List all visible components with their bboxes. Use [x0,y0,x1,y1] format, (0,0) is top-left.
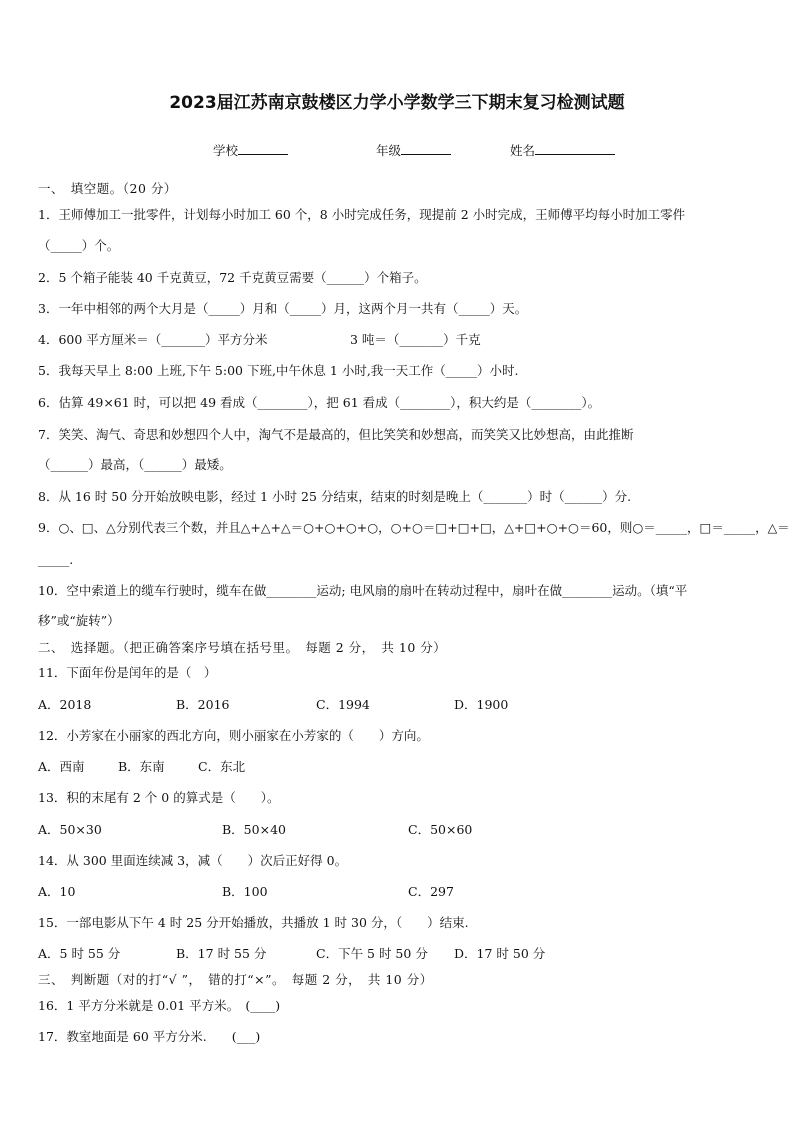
school-label: 学校 [213,143,239,158]
question-12: 12．小芳家在小丽家的西北方向，则小丽家在小芳家的（ ）方向。 [38,728,429,743]
q11-option-a[interactable]: A．2018 [38,697,92,712]
q11-option-d[interactable]: D．1900 [454,697,509,712]
question-10-line-2: 移”或“旋转”） [38,613,120,628]
section-1-heading: 一、 填空题。（20 分） [38,181,177,196]
question-1-line-1: 1．王师傅加工一批零件，计划每小时加工 60 个，8 小时完成任务，现提前 2 小时完成，王师傅平均每小时加工零件 [38,207,686,222]
grade-label: 年级 [376,143,402,158]
grade-field [376,141,451,159]
question-5: 5．我每天早上 8:00 上班,下午 5:00 下班,中午休息 1 小时,我一天工作（_____）小时. [38,363,519,378]
q15-option-d[interactable]: D．17 时 50 分 [454,946,546,961]
q12-option-c[interactable]: C．东北 [198,759,246,774]
q13-option-c[interactable]: C．50×60 [408,822,473,837]
question-7-line-1: 7．笑笑、淘气、奇思和妙想四个人中，淘气不是最高的，但比笑笑和妙想高，而笑笑又比妙想高，由此推断 [38,427,634,442]
question-16: 16．1 平方分米就是 0.01 平方米。 (____) [38,998,281,1013]
q14-option-a[interactable]: A．10 [38,884,76,899]
q14-option-b[interactable]: B．100 [222,884,268,899]
q12-option-a[interactable]: A．西南 [38,759,85,774]
grade-blank[interactable] [401,141,451,155]
q12-option-b[interactable]: B．东南 [118,759,165,774]
school-field [213,141,288,159]
q15-option-c[interactable]: C．下午 5 时 50 分 [316,946,428,961]
question-4-part-1: 4．600 平方厘米＝（_______）平方分米 [38,332,268,347]
q13-option-b[interactable]: B．50×40 [222,822,286,837]
question-1-line-2: （_____）个。 [38,238,120,253]
name-label: 姓名 [510,143,536,158]
q15-option-a[interactable]: A．5 时 55 分 [38,946,121,961]
question-14: 14．从 300 里面连续减 3，减（ ）次后正好得 0。 [38,853,348,868]
name-field [510,141,615,159]
page-title: 2023届江苏南京鼓楼区力学小学数学三下期末复习检测试题 [169,93,625,113]
q15-option-b[interactable]: B．17 时 55 分 [176,946,267,961]
q11-option-b[interactable]: B．2016 [176,697,230,712]
question-13: 13．积的末尾有 2 个 0 的算式是（ ）。 [38,790,280,805]
question-7-line-2: （______）最高，（______）最矮。 [38,457,232,472]
section-3-heading: 三、 判断题（对的打“√ ”， 错的打“×”。 每题 2 分， 共 10 分） [38,972,433,987]
q14-option-c[interactable]: C．297 [408,884,454,899]
question-11: 11．下面年份是闰年的是（ ） [38,665,217,680]
name-blank[interactable] [535,141,615,155]
question-9-line-1: 9．○、□、△分别代表三个数，并且△+△+△＝○+○+○+○，○+○＝□+□+□，△+□+○+○＝60，则○＝_____，□＝_____，△＝ [38,520,790,535]
question-8: 8．从 16 时 50 分开始放映电影，经过 1 小时 25 分结束，结束的时刻是晚上（_______）时（______）分. [38,489,632,504]
question-10-line-1: 10．空中索道上的缆车行驶时，缆车在做________运动; 电风扇的扇叶在转动过程中，扇叶在做________运动。（填“平 [38,583,688,598]
question-3: 3．一年中相邻的两个大月是（_____）月和（_____）月，这两个月一共有（_____）天。 [38,301,528,316]
question-4-part-2: 3 吨＝（_______）千克 [350,332,481,347]
section-2-heading: 二、 选择题。（把正确答案序号填在括号里。 每题 2 分， 共 10 分） [38,640,447,655]
question-9-line-2: _____. [38,552,74,567]
question-6: 6．估算 49×61 时，可以把 49 看成（________），把 61 看成（________），积大约是（________）。 [38,395,601,410]
question-15: 15．一部电影从下午 4 时 25 分开始播放，共播放 1 时 30 分，（ ）结束. [38,915,469,930]
school-blank[interactable] [238,141,288,155]
question-17: 17．教室地面是 60 平方分米. (___) [38,1029,261,1044]
q13-option-a[interactable]: A．50×30 [38,822,102,837]
q11-option-c[interactable]: C．1994 [316,697,370,712]
question-2: 2．5 个箱子能装 40 千克黄豆，72 千克黄豆需要（______）个箱子。 [38,270,427,285]
